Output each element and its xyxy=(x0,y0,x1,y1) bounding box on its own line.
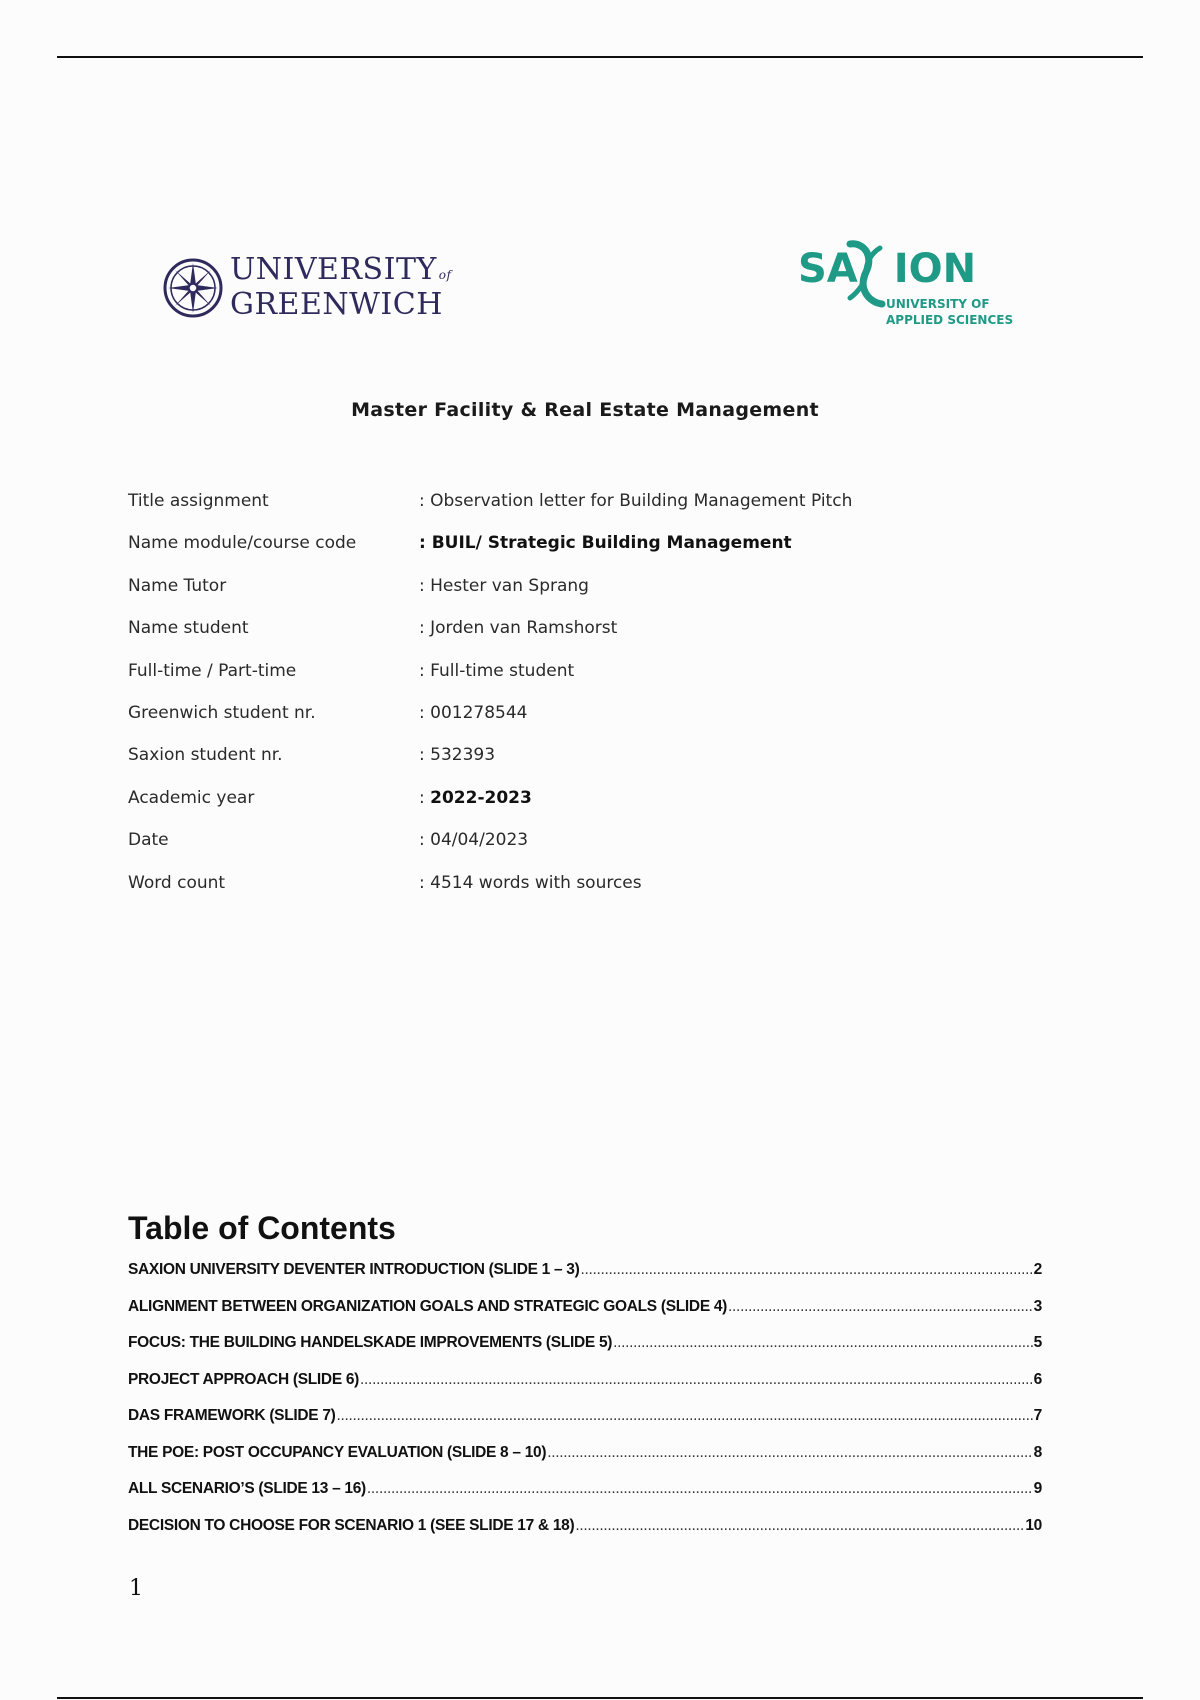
info-value: : Full-time student xyxy=(419,660,575,681)
toc-leader xyxy=(367,1480,1033,1498)
academic-year-value: 2022-2023 xyxy=(430,787,532,808)
greenwich-logo xyxy=(162,252,452,322)
toc-item-page: 10 xyxy=(1025,1516,1042,1534)
toc-item-text: PROJECT APPROACH (SLIDE 6) xyxy=(128,1370,360,1388)
saxion-x-mark-icon xyxy=(844,238,888,310)
info-value: : 001278544 xyxy=(419,702,528,723)
info-value: : Observation letter for Building Management Pitch xyxy=(419,491,853,511)
toc-item-text: ALIGNMENT BETWEEN ORGANIZATION GOALS AND STRATEGIC GOALS (SLIDE 4) xyxy=(128,1297,728,1315)
toc-leader xyxy=(580,1261,1032,1279)
saxion-sub2: APPLIED SCIENCES xyxy=(886,313,1014,327)
toc-title: Table of Contents xyxy=(128,1210,396,1246)
info-row xyxy=(128,788,852,830)
info-row xyxy=(128,618,852,660)
info-value: : 04/04/2023 xyxy=(419,830,529,851)
table-of-contents xyxy=(128,1210,1042,1553)
page-number: 1 xyxy=(129,1576,143,1601)
toc-item-page: 9 xyxy=(1033,1480,1042,1497)
assignment-info xyxy=(128,491,852,915)
course-title: Master Facility & Real Estate Management xyxy=(351,399,819,421)
toc-item-text: DAS FRAMEWORK (SLIDE 7) xyxy=(128,1407,336,1424)
info-value: : BUIL/ Strategic Building Management xyxy=(419,533,792,554)
toc-leader xyxy=(728,1298,1033,1316)
toc-leader xyxy=(360,1371,1033,1389)
info-label: Name Tutor xyxy=(128,575,227,596)
saxion-logo xyxy=(798,238,1028,328)
info-label: Academic year xyxy=(128,787,255,808)
info-value xyxy=(419,788,532,830)
info-row xyxy=(128,745,852,787)
info-label: Saxion student nr. xyxy=(128,745,283,766)
saxion-word-right: ION xyxy=(893,246,977,292)
toc-item[interactable] xyxy=(128,1407,1042,1444)
toc-leader xyxy=(547,1444,1032,1462)
info-value: : Jorden van Ramshorst xyxy=(419,618,618,639)
toc-item-text: DECISION TO CHOOSE FOR SCENARIO 1 (SEE SLIDE 17 & 18) xyxy=(128,1516,575,1534)
info-value: : Hester van Sprang xyxy=(419,575,589,596)
saxion-word-left: SA xyxy=(798,246,858,292)
toc-item-page: 3 xyxy=(1033,1297,1042,1315)
greenwich-line2: GREENWICH xyxy=(230,287,443,322)
toc-item[interactable] xyxy=(128,1444,1042,1481)
info-row xyxy=(128,576,852,618)
toc-leader xyxy=(575,1517,1024,1535)
info-row xyxy=(128,533,852,575)
compass-rose-icon xyxy=(162,257,224,319)
toc-item[interactable] xyxy=(128,1371,1042,1408)
info-value: : 4514 words with sources xyxy=(419,872,642,893)
toc-leader xyxy=(613,1334,1033,1352)
toc-item-page: 6 xyxy=(1033,1370,1042,1388)
header-rule xyxy=(57,56,1143,58)
toc-item-page: 2 xyxy=(1033,1261,1042,1278)
info-row xyxy=(128,703,852,745)
info-label: Name student xyxy=(128,618,249,639)
toc-item[interactable] xyxy=(128,1261,1042,1298)
info-row xyxy=(128,491,852,533)
info-label: Greenwich student nr. xyxy=(128,702,316,723)
greenwich-of: of xyxy=(438,268,452,282)
toc-item-page: 7 xyxy=(1033,1407,1042,1424)
toc-item[interactable] xyxy=(128,1517,1042,1554)
info-label: Name module/course code xyxy=(128,533,357,554)
toc-item[interactable] xyxy=(128,1298,1042,1335)
info-row xyxy=(128,661,852,703)
info-row xyxy=(128,873,852,915)
info-label: Title assignment xyxy=(128,491,269,511)
info-label: Full-time / Part-time xyxy=(128,660,297,681)
footer-rule xyxy=(57,1697,1143,1699)
info-value-prefix: : xyxy=(419,787,431,808)
toc-item-text: SAXION UNIVERSITY DEVENTER INTRODUCTION (SLIDE 1 – 3) xyxy=(128,1261,580,1278)
greenwich-line1: UNIVERSITY xyxy=(230,252,437,287)
toc-item[interactable] xyxy=(128,1334,1042,1371)
toc-item-page: 5 xyxy=(1033,1334,1042,1351)
info-label: Date xyxy=(128,830,169,851)
info-label: Word count xyxy=(128,872,226,893)
toc-leader xyxy=(337,1407,1033,1425)
toc-item[interactable] xyxy=(128,1480,1042,1517)
toc-item-text: ALL SCENARIO’S (SLIDE 13 – 16) xyxy=(128,1480,366,1497)
toc-item-text: THE POE: POST OCCUPANCY EVALUATION (SLIDE 8 – 10) xyxy=(128,1443,547,1461)
toc-item-page: 8 xyxy=(1033,1443,1042,1461)
toc-item-text: FOCUS: THE BUILDING HANDELSKADE IMPROVEMENTS (SLIDE 5) xyxy=(128,1334,613,1351)
info-row xyxy=(128,830,852,872)
info-value: : 532393 xyxy=(419,745,496,766)
saxion-sub1: UNIVERSITY OF xyxy=(886,297,990,311)
